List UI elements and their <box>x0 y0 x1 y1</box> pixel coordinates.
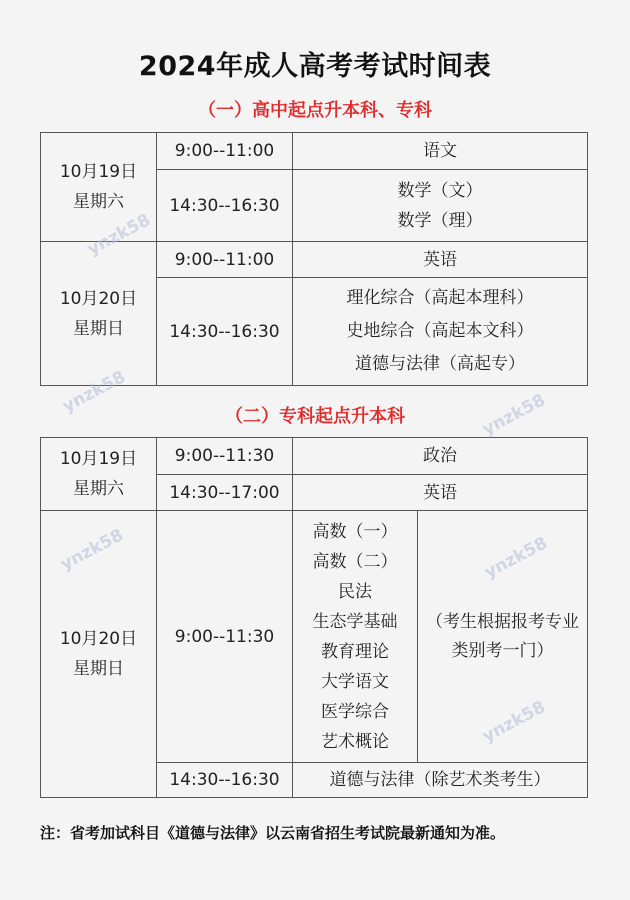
weekday: 星期日 <box>73 318 124 339</box>
watermark: ynzk58 <box>481 533 551 583</box>
date-cell <box>41 242 157 386</box>
subject-cell: 道德与法律（除艺术类考生） <box>293 763 588 798</box>
date: 10月20日 <box>59 629 138 649</box>
subject: 高数（二） <box>312 551 398 572</box>
subject-list-cell <box>293 511 418 763</box>
weekday: 星期六 <box>73 479 124 499</box>
subject: 生态学基础 <box>312 611 398 632</box>
weekday: 星期日 <box>73 659 124 679</box>
watermark: ynzk58 <box>57 525 127 575</box>
subject: 高数（一） <box>312 521 398 542</box>
subject: 艺术概论 <box>321 731 389 752</box>
date: 10月19日 <box>59 449 138 469</box>
date-cell <box>41 438 157 511</box>
subject: 民法 <box>338 581 372 602</box>
subject-note: （考生根据报考专业类别考一门） <box>426 611 579 661</box>
schedule-table-2 <box>40 437 588 798</box>
page-title: 2024年成人高考考试时间表 <box>138 51 492 82</box>
date: 10月19日 <box>59 162 138 182</box>
watermark: ynzk58 <box>479 390 549 440</box>
subject-cell <box>293 278 588 386</box>
watermark: ynzk58 <box>84 210 154 260</box>
time-cell: 14:30--16:30 <box>157 170 293 242</box>
time-cell: 9:00--11:30 <box>157 511 293 763</box>
section2-heading: （二）专科起点升本科 <box>225 406 405 427</box>
subject: 道德与法律（高起专） <box>355 354 525 374</box>
date: 10月20日 <box>59 288 138 309</box>
subject: 理化综合（高起本理科） <box>346 288 534 308</box>
subject: 大学语文 <box>321 671 389 692</box>
subject-cell: 语文 <box>293 133 588 170</box>
subject: 数学（文） <box>397 180 483 201</box>
time-cell: 9:00--11:00 <box>157 242 293 278</box>
subject-cell: 英语 <box>293 475 588 511</box>
subject: 数学（理） <box>397 210 483 231</box>
time-cell: 14:30--16:30 <box>157 278 293 386</box>
time-cell: 9:00--11:30 <box>157 438 293 475</box>
subject-cell: 政治 <box>293 438 588 475</box>
weekday: 星期六 <box>73 192 124 212</box>
subject-cell: 英语 <box>293 242 588 278</box>
watermark: ynzk58 <box>59 367 129 417</box>
section1-heading: （一）高中起点升本科、专科 <box>198 100 432 121</box>
subject: 史地综合（高起本文科） <box>346 321 534 341</box>
subject: 医学综合 <box>321 701 389 722</box>
subject-cell <box>293 170 588 242</box>
time-cell: 14:30--16:30 <box>157 763 293 798</box>
schedule-table-1 <box>40 132 588 386</box>
time-cell: 9:00--11:00 <box>157 133 293 170</box>
watermark: ynzk58 <box>479 697 549 747</box>
time-cell: 14:30--17:00 <box>157 475 293 511</box>
subject: 教育理论 <box>321 641 389 662</box>
footnote: 注：省考加试科目《道德与法律》以云南省招生考试院最新通知为准。 <box>40 824 506 842</box>
